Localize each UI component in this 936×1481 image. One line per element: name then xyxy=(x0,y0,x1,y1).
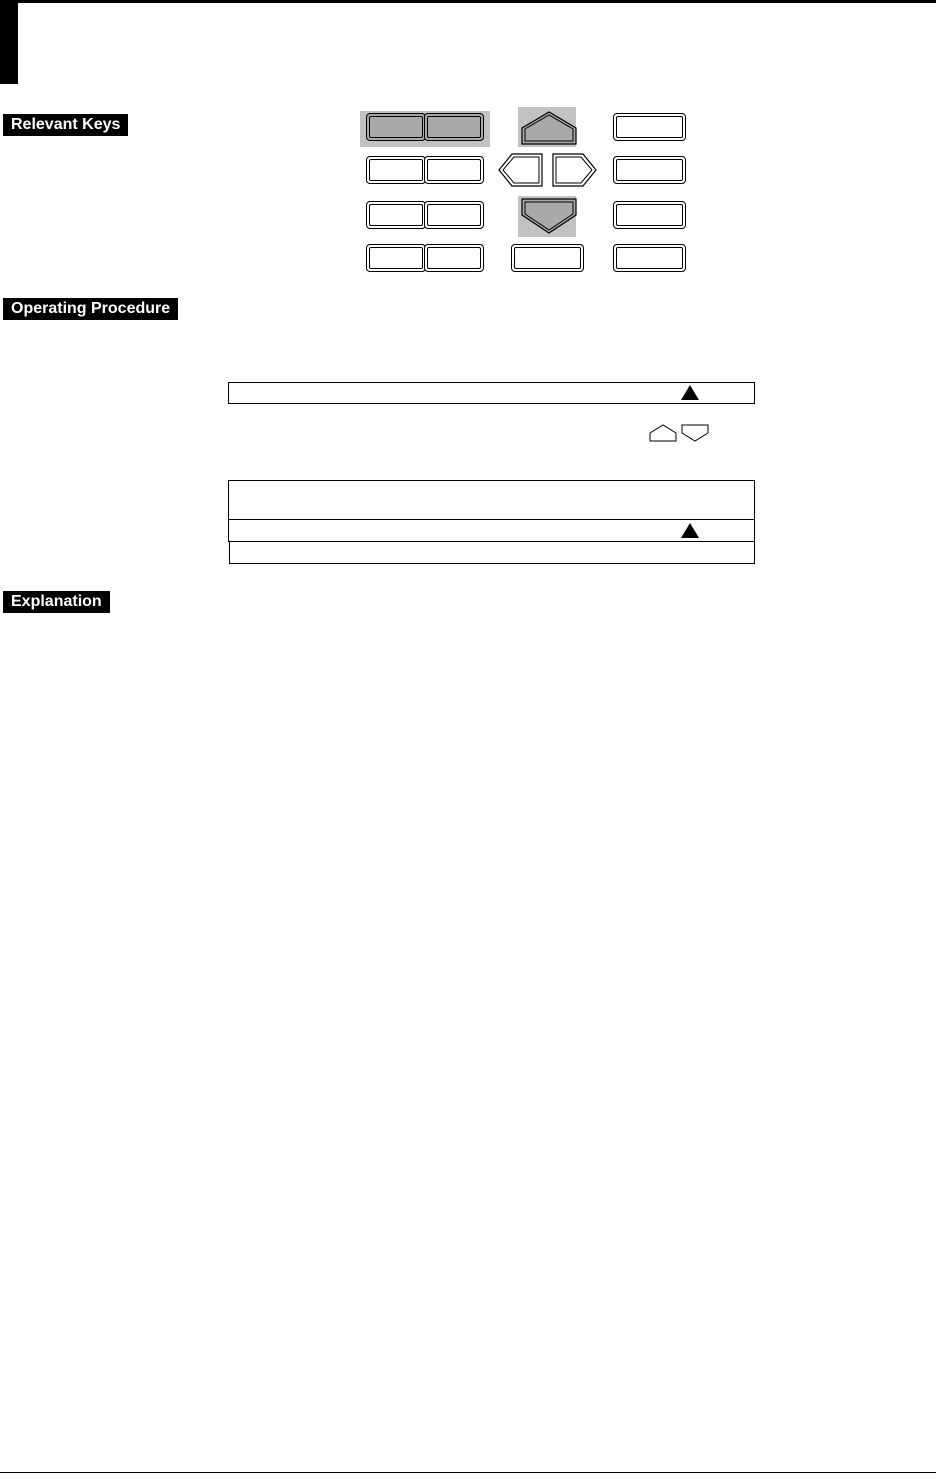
top-left-key[interactable] xyxy=(366,113,426,141)
right-arrow-key[interactable] xyxy=(550,153,598,187)
display-box-step3-upper xyxy=(228,480,755,520)
chapter-tab xyxy=(0,0,18,84)
down-arrow-key[interactable] xyxy=(520,196,578,236)
display-box-step1 xyxy=(228,382,755,404)
display-box-step3-lower xyxy=(229,541,755,564)
right-column-key-2[interactable] xyxy=(613,156,686,184)
left-arrow-key[interactable] xyxy=(498,153,546,187)
right-column-key-1[interactable] xyxy=(613,113,686,141)
left-key-row4-a[interactable] xyxy=(366,244,426,272)
relevant-keys-label: Relevant Keys xyxy=(3,114,128,136)
keypad-diagram xyxy=(360,107,790,277)
display-box-step3-middle xyxy=(228,519,755,542)
right-column-key-4[interactable] xyxy=(613,244,686,272)
up-triangle-marker-icon xyxy=(681,385,699,400)
up-triangle-marker-icon xyxy=(681,523,699,538)
left-key-row4-b[interactable] xyxy=(424,244,484,272)
footer-rule xyxy=(0,1472,936,1473)
operating-procedure-label: Operating Procedure xyxy=(3,298,178,320)
center-key-row4[interactable] xyxy=(511,244,584,272)
left-key-row2-b[interactable] xyxy=(424,156,484,184)
left-key-row3-b[interactable] xyxy=(424,201,484,229)
left-key-row2-a[interactable] xyxy=(366,156,426,184)
up-arrow-key[interactable] xyxy=(520,109,578,147)
right-column-key-3[interactable] xyxy=(613,201,686,229)
explanation-label: Explanation xyxy=(3,591,110,613)
top-left-key-2[interactable] xyxy=(424,113,484,141)
up-down-keys-icon xyxy=(649,424,713,442)
top-rule xyxy=(0,0,936,3)
left-key-row3-a[interactable] xyxy=(366,201,426,229)
